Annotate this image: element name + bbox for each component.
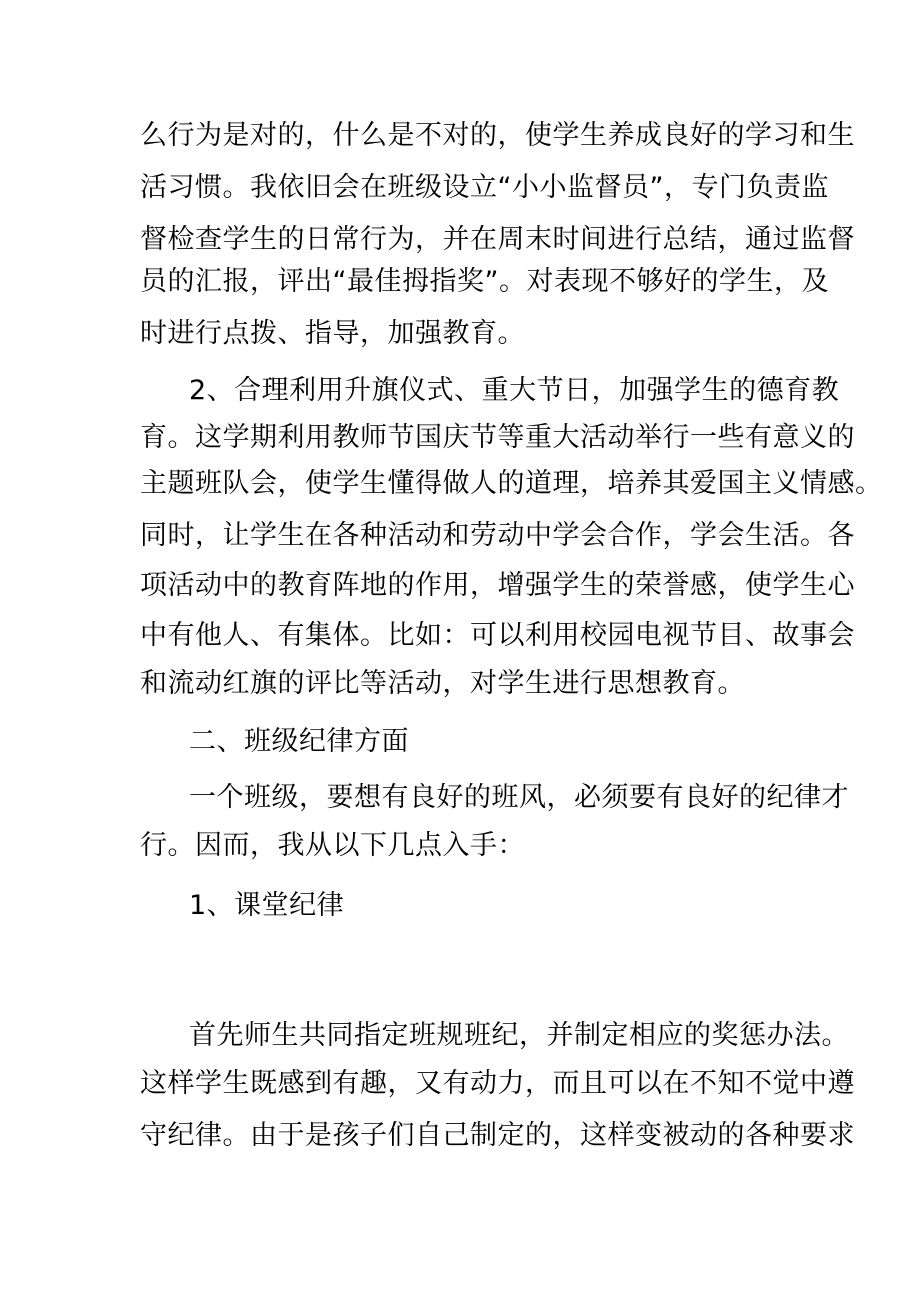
text-line: 同时，让学生在各种活动和劳动中学会合作，学会生活。各	[140, 520, 855, 551]
text-line: 主题班队会，使学生懂得做人的道理，培养其爱国主义情感。	[140, 468, 883, 499]
text-line: 时进行点拨、指导，加强教育。	[140, 318, 525, 349]
text-line: 中有他人、有集体。比如：可以利用校园电视节目、故事会	[140, 620, 855, 651]
text-line: 一个班级，要想有良好的班风，必须要有良好的纪律才	[189, 782, 849, 813]
subsection-heading: 1、课堂纪律	[189, 890, 345, 921]
text-line: 守纪律。由于是孩子们自己制定的，这样变被动的各种要求	[140, 1120, 855, 1151]
text-line: 么行为是对的，什么是不对的，使学生养成良好的学习和生	[140, 120, 855, 151]
text-line: 育。这学期利用教师节国庆节等重大活动举行一些有意义的	[140, 422, 855, 453]
text-line: 员的汇报，评出“最佳拇指奖”。对表现不够好的学生，及	[140, 266, 829, 297]
text-line: 行。因而，我从以下几点入手：	[140, 830, 525, 861]
text-line: 项活动中的教育阵地的作用，增强学生的荣誉感，使学生心	[140, 570, 855, 601]
text-line: 这样学生既感到有趣，又有动力，而且可以在不知不觉中遵	[140, 1068, 855, 1099]
section-heading: 二、班级纪律方面	[189, 726, 409, 757]
list-item-heading: 2、合理利用升旗仪式、重大节日，加强学生的德育教	[189, 375, 840, 406]
text-line: 活习惯。我依旧会在班级设立“小小监督员”，专门负责监	[140, 172, 829, 203]
text-line: 和流动红旗的评比等活动，对学生进行思想教育。	[140, 668, 745, 699]
text-line: 督检查学生的日常行为，并在周末时间进行总结，通过监督	[140, 224, 855, 255]
text-line: 首先师生共同指定班规班纪，并制定相应的奖惩办法。	[189, 1020, 849, 1051]
